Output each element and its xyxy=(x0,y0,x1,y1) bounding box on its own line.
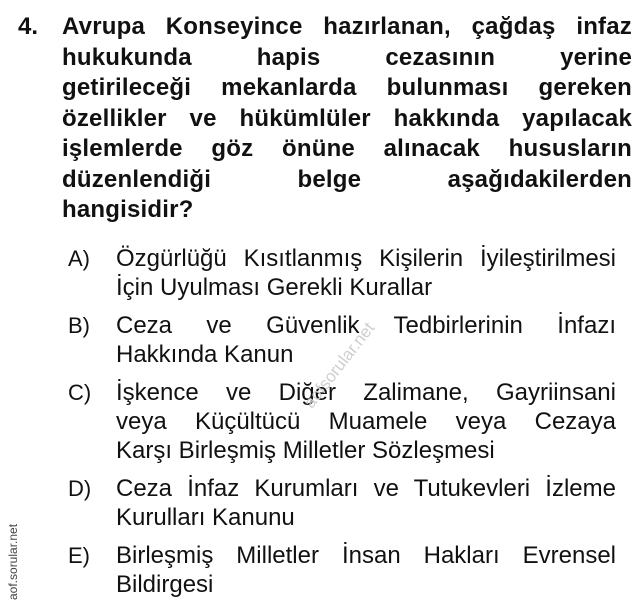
option-line: Kurulları Kanunu xyxy=(116,504,295,531)
question-line: hukukunda hapis cezasının yerine xyxy=(62,43,632,71)
option-line: Hakkında Kanun xyxy=(116,341,294,368)
option-text xyxy=(116,474,616,532)
question-line: hangisidir? xyxy=(62,196,194,223)
option-letter: D) xyxy=(68,476,92,501)
option-line: Ceza İnfaz Kurumları ve Tutukevleri İzleme xyxy=(116,475,616,502)
option-line: veya Küçültücü Muamele veya Cezaya xyxy=(116,408,616,435)
watermark-center: aofsorular.net xyxy=(300,318,379,412)
option-line: Karşı Birleşmiş Milletler Sözleşmesi xyxy=(116,437,495,464)
option-line: Bildirgesi xyxy=(116,571,214,598)
option-line: İşkence ve Diğer Zalimane, Gayriinsani xyxy=(116,379,616,406)
option-letter: E) xyxy=(68,543,90,568)
question-line: düzenlendiği belge aşağıdakilerden xyxy=(62,165,632,193)
question-line: getirileceği mekanlarda bulunması gereken xyxy=(62,74,632,101)
option-letter: C) xyxy=(68,380,92,405)
option-letter: A) xyxy=(68,246,90,271)
option-text xyxy=(116,244,616,302)
option-letter: B) xyxy=(68,313,90,338)
option-d[interactable] xyxy=(68,474,616,532)
option-c[interactable] xyxy=(68,378,616,465)
watermark-side: aof.sorular.net xyxy=(6,523,20,600)
question-line: Avrupa Konseyince hazırlanan, çağdaş infaz xyxy=(62,13,632,40)
option-a[interactable] xyxy=(68,244,616,302)
option-line: Ceza ve Güvenlik Tedbirlerinin İnfazı xyxy=(116,312,616,339)
option-e[interactable] xyxy=(68,541,616,599)
option-text xyxy=(116,378,616,465)
option-text xyxy=(116,541,616,599)
question-number: 4. xyxy=(18,13,39,40)
option-line: Birleşmiş Milletler İnsan Hakları Evrensel xyxy=(116,542,616,569)
answer-options xyxy=(68,244,616,608)
option-line: İçin Uyulması Gerekli Kurallar xyxy=(116,274,433,301)
question-text xyxy=(62,12,632,226)
question-line: işlemlerde göz önüne alınacak hususların xyxy=(62,135,632,162)
option-line: Özgürlüğü Kısıtlanmış Kişilerin İyileştirilmesi xyxy=(116,245,616,272)
question-line: özellikler ve hükümlüler hakkında yapılacak xyxy=(62,104,632,132)
